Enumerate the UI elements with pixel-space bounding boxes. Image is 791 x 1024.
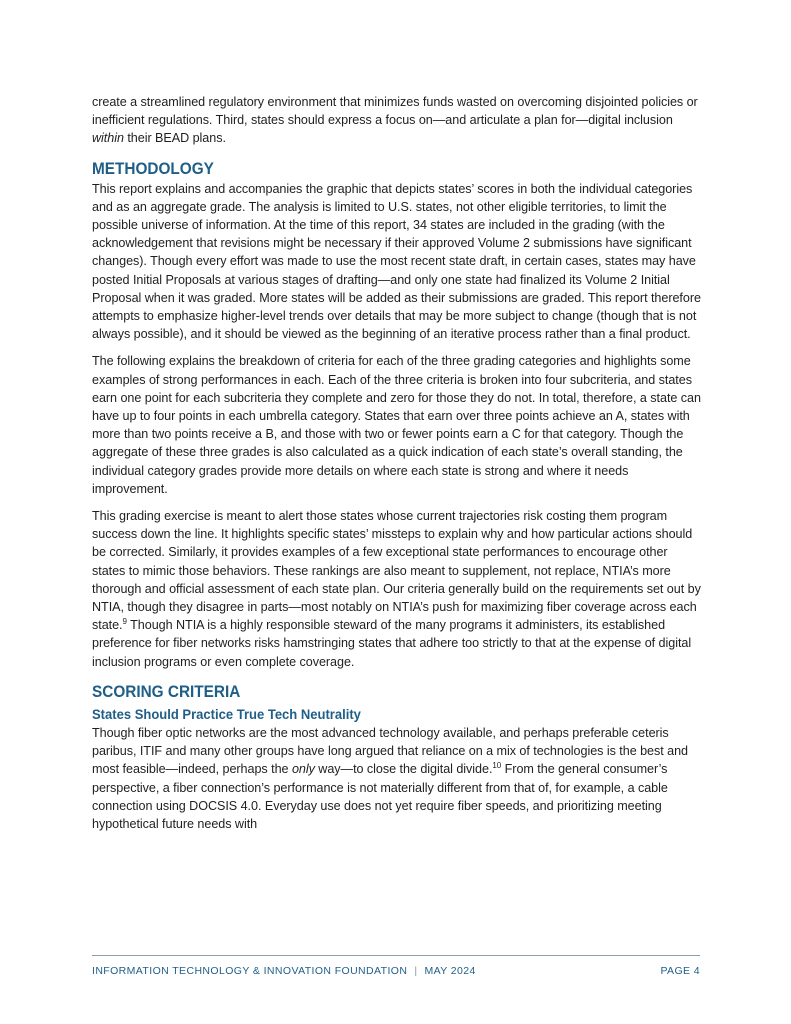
methodology-paragraph-1: This report explains and accompanies the graphic that depicts states’ scores in both the individual categories and as an aggregate grade. The analysis is limited to U.S. states, not other eligible territories, to limit the possible universe of information. At the time of this report, 34 states are included in the grading (with the acknowledgement that revisions might be necessary if their approved Volume 2 submissions have significant changes). Though every effort was made to use the most recent state draft, in certain cases, states may have posted Initial Proposals at various stages of drafting—and only one state had finalized its Volume 2 Initial Proposal when it was graded. More states will be added as their submissions are graded. This report therefore attempts to emphasize higher-level trends over details that may be more subject to change (though that is not always possible), and it should be viewed as the beginning of an iterative process rather than a final product. [92, 181, 701, 342]
footer-date: MAY 2024 [424, 965, 476, 977]
footnote-ref-10[interactable]: 10 [492, 761, 502, 771]
intro-paragraph: create a streamlined regulatory environment that minimizes funds wasted on overcoming disjointed policies or inefficient regulations. Third, states should express a focus on—and articulate a plan for—digital inclusion within their BEAD plans. [92, 95, 698, 146]
footnote-ref-9[interactable]: 9 [122, 617, 127, 627]
footer-page-number: PAGE 4 [660, 965, 700, 977]
methodology-paragraph-2: The following explains the breakdown of criteria for each of the three grading categories and highlights some examples of strong performances in each. Each of the three criteria is broken into four subcriteria, and states earn one point for each subcriteria they complete and zero for those they do not. In total, therefore, a state can have up to four points in each umbrella category. States that earn over three points achieve an A, states with more than two points receive a B, and those with two or fewer points earn a C for that category. Though the aggregate of these three grades is also calculated as a quick indication of each state’s overall standing, the individual category grades provide more details on where each state is strong and where it needs improvement. [92, 354, 701, 496]
footer-left [92, 965, 476, 977]
emphasis-within: within [92, 131, 124, 146]
tech-neutrality-paragraph: Though fiber optic networks are the most advanced technology available, and perhaps preferable ceteris paribus, ITIF and many other groups have long argued that reliance on a mix of technologies is the best and most feasible—indeed, perhaps the only way—to close the digital divide.$^{10}$ From the general consumer’s perspective, a fiber connection’s performance is not materially different from that of, for example, a cable connection using DOCSIS 4.0. Everyday use does not yet require fiber speeds, and prioritizing meeting hypothetical future needs with [92, 725, 689, 831]
methodology-paragraph-3: This grading exercise is meant to alert those states whose current trajectories risk costing them program success down the line. It highlights specific states’ missteps to explain why and how particular actions should be corrected. Similarly, it provides examples of a few exceptional state performances to encourage other states to mimic those behaviors. These rankings are also meant to supplement, not replace, NTIA’s more thorough and official assessment of each state plan. Our criteria generally build on the requirements set out by NTIA, though they disagree in parts—most notably on NTIA’s push for maximizing fiber coverage across each state.$^9$ Though NTIA is a highly responsible steward of the many programs it administers, its established preference for fiber networks risks hamstringing states that adhere too strictly to that at the expense of digital inclusion programs or even complete coverage. [92, 509, 701, 669]
tech-neutrality-subheading: States Should Practice True Tech Neutrality [92, 705, 361, 722]
footer-separator: | [414, 965, 418, 977]
page-body [92, 93, 702, 842]
page-footer [92, 965, 700, 977]
methodology-heading: METHODOLOGY [92, 159, 214, 178]
emphasis-only: only [291, 762, 315, 777]
footer-organization: INFORMATION TECHNOLOGY & INNOVATION FOUNDATION [92, 965, 408, 977]
footer-divider [92, 955, 700, 956]
scoring-criteria-heading: SCORING CRITERIA [92, 682, 241, 701]
